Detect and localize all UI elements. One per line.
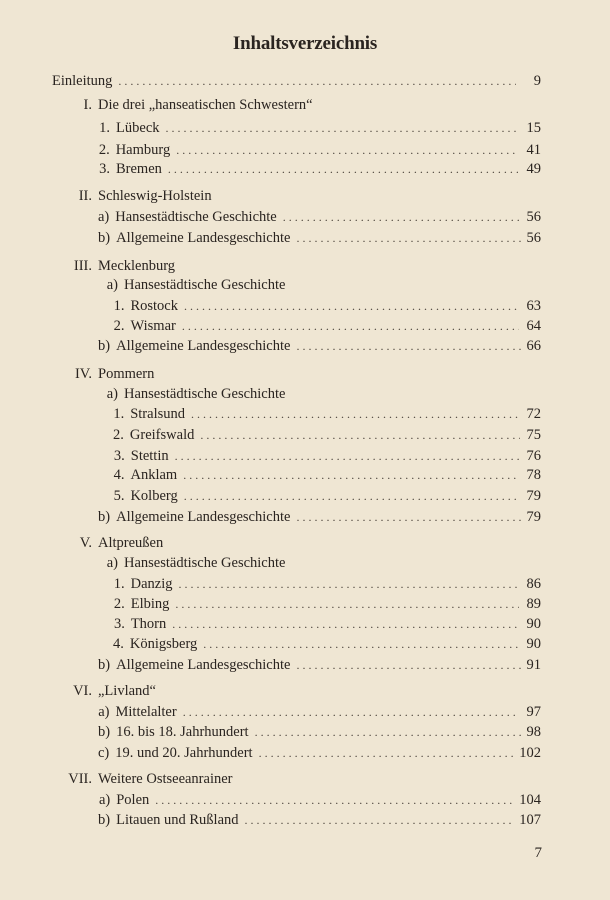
toc-entry-page: 89 — [526, 596, 541, 612]
toc-entry-number: 2. — [98, 142, 110, 158]
toc-entry-page: 75 — [526, 427, 541, 443]
toc-entry-label: Hamburg — [115, 142, 171, 158]
toc-entry-number: VII. — [68, 771, 92, 787]
toc-entry-number: 4. — [113, 636, 124, 652]
toc-entry-page: 41 — [526, 142, 541, 158]
toc-entry-number: c) — [98, 745, 110, 761]
dot-leader — [183, 465, 519, 485]
toc-entry-label: 16. bis 18. Jahrhundert — [116, 724, 249, 740]
toc-entry-number: 1. — [113, 298, 125, 314]
toc-entry — [113, 404, 541, 424]
toc-entry-page: 66 — [526, 338, 541, 354]
toc-entry-label: 19. und 20. Jahrhundert — [115, 745, 253, 761]
toc-entry-number: 1. — [99, 120, 111, 136]
toc-entry — [68, 95, 541, 115]
toc-entry-number: 3. — [113, 616, 125, 632]
toc-entry-number: b) — [98, 657, 111, 673]
dot-leader — [184, 296, 519, 316]
toc-entry-page: 79 — [526, 509, 541, 525]
toc-entry-number: a) — [98, 792, 111, 808]
toc-entry-label: Wismar — [130, 318, 176, 334]
toc-entry — [98, 743, 541, 763]
toc-entry — [98, 655, 541, 675]
toc-entry-label: Greifswald — [129, 427, 195, 443]
page-number: 7 — [534, 845, 542, 861]
toc-entry-number: a) — [106, 277, 118, 293]
dot-leader — [296, 655, 520, 675]
toc-entry-number: 5. — [113, 488, 125, 504]
toc-entry-label: Allgemeine Landesgeschichte — [116, 657, 291, 673]
toc-entry — [68, 186, 541, 206]
toc-entry-number: II. — [78, 188, 92, 204]
dot-leader — [191, 404, 519, 424]
dot-leader — [176, 140, 518, 160]
toc-entry — [98, 702, 541, 722]
toc-entry-page: 64 — [526, 318, 541, 334]
toc-entry-label: Elbing — [130, 596, 170, 612]
toc-entry-label: Anklam — [130, 467, 178, 483]
toc-entry-number: a) — [106, 555, 118, 571]
toc-entry-number: b) — [98, 724, 111, 740]
toc-entry-number: IV. — [74, 366, 92, 382]
toc-entry — [98, 275, 541, 295]
toc-entry — [98, 336, 541, 356]
toc-entry — [52, 256, 541, 276]
toc-entry-label: Stralsund — [130, 406, 185, 422]
toc-entry — [52, 71, 541, 91]
toc-entry-label: Schleswig-Holstein — [98, 188, 212, 204]
toc-entry-label: Polen — [116, 792, 150, 808]
dot-leader — [259, 743, 514, 763]
toc-entry — [98, 722, 541, 742]
toc-entry — [113, 465, 541, 485]
toc-entry — [98, 207, 541, 227]
toc-entry-label: Altpreußen — [98, 535, 164, 551]
toc-entry — [113, 574, 541, 594]
page-title: Inhaltsverzeichnis — [232, 33, 378, 54]
toc-entry-number: 3. — [99, 161, 110, 177]
toc-entry-label: Königsberg — [129, 636, 198, 652]
toc-entry — [113, 486, 541, 506]
toc-entry — [113, 316, 541, 336]
dot-leader — [255, 722, 521, 742]
toc-entry — [98, 140, 541, 160]
toc-entry-label: Pommern — [98, 366, 155, 382]
toc-entry-page: 49 — [526, 161, 541, 177]
toc-entry — [98, 790, 541, 810]
toc-entry-number: 2. — [113, 318, 125, 334]
toc-entry-label: Kolberg — [130, 488, 178, 504]
toc-entry — [113, 614, 541, 634]
toc-entry-label: Hansestädtische Geschichte — [124, 277, 286, 293]
toc-entry-label: Stettin — [130, 448, 169, 464]
dot-leader — [166, 118, 519, 138]
toc-entry-label: Lübeck — [116, 120, 160, 136]
toc-entry-page: 15 — [526, 120, 541, 136]
toc-entry-number: V. — [79, 535, 92, 551]
toc-entry — [52, 364, 541, 384]
toc-entry-number: 3. — [113, 448, 125, 464]
toc-entry-number: 1. — [113, 576, 125, 592]
dot-leader — [296, 228, 520, 248]
toc-entry-label: Mittelalter — [115, 704, 177, 720]
toc-entry — [98, 810, 541, 830]
toc-entry-label: Allgemeine Landesgeschichte — [116, 230, 291, 246]
toc-entry — [98, 553, 541, 573]
toc-entry-number: I. — [83, 97, 92, 113]
dot-leader — [175, 446, 519, 466]
toc-entry-label: Danzig — [130, 576, 173, 592]
toc-entry-page: 97 — [526, 704, 541, 720]
toc-entry — [113, 634, 541, 654]
dot-leader — [172, 614, 518, 634]
toc-entry-page: 98 — [526, 724, 541, 740]
toc-entry-number: 4. — [113, 467, 125, 483]
toc-entry-label: Allgemeine Landesgeschichte — [116, 509, 291, 525]
toc-entry — [113, 296, 541, 316]
toc-entry-number: 2. — [113, 427, 124, 443]
toc-entry-number: a) — [98, 209, 110, 225]
dot-leader — [184, 486, 519, 506]
toc-entry-number: 2. — [113, 596, 125, 612]
toc-entry — [52, 533, 541, 553]
toc-entry-label: Einleitung — [52, 73, 113, 89]
dot-leader — [168, 159, 518, 179]
toc-entry — [113, 446, 541, 466]
toc-entry-label: Hansestädtische Geschichte — [124, 386, 286, 402]
toc-entry-number: III. — [73, 258, 92, 274]
dot-leader — [175, 594, 518, 614]
toc-entry-page: 107 — [519, 812, 541, 828]
toc-entry-page: 91 — [526, 657, 541, 673]
toc-entry-number: b) — [98, 230, 111, 246]
toc-entry — [113, 594, 541, 614]
toc-entry-page: 72 — [526, 406, 541, 422]
toc-entry-label: Bremen — [115, 161, 162, 177]
toc-entry-label: Allgemeine Landesgeschichte — [116, 338, 291, 354]
toc-entry-number: a) — [98, 704, 110, 720]
toc-entry-page: 104 — [519, 792, 541, 808]
toc-entry-page: 56 — [526, 209, 541, 225]
toc-entry-page: 76 — [526, 448, 541, 464]
toc-entry-label: Die drei „hanseatischen Schwestern“ — [98, 97, 313, 113]
toc-entry-page: 90 — [526, 616, 541, 632]
toc-entry-number: VI. — [73, 683, 92, 699]
toc-entry-number: 1. — [113, 406, 125, 422]
toc-entry-label: Thorn — [130, 616, 167, 632]
dot-leader — [179, 574, 519, 594]
dot-leader — [203, 634, 520, 654]
toc-entry-number: a) — [106, 386, 118, 402]
dot-leader — [200, 425, 519, 445]
toc-entry — [98, 507, 541, 527]
toc-entry-page: 86 — [526, 576, 541, 592]
dot-leader — [296, 507, 520, 527]
toc-entry — [52, 681, 541, 701]
toc-entry — [98, 159, 541, 179]
dot-leader — [283, 207, 521, 227]
toc-entry-page: 90 — [526, 636, 541, 652]
dot-leader — [183, 702, 519, 722]
toc-entry-number: b) — [98, 812, 111, 828]
dot-leader — [118, 71, 516, 91]
toc-entry-label: „Livland“ — [98, 683, 156, 699]
toc-entry-label: Litauen und Rußland — [116, 812, 239, 828]
toc-entry-label: Hansestädtische Geschichte — [115, 209, 277, 225]
toc-entry-page: 79 — [526, 488, 541, 504]
toc-entry-label: Mecklenburg — [98, 258, 176, 274]
toc-entry-page: 78 — [526, 467, 541, 483]
toc-entry-number: b) — [98, 338, 111, 354]
toc-entry — [98, 228, 541, 248]
toc-entry — [98, 384, 541, 404]
dot-leader — [182, 316, 519, 336]
dot-leader — [155, 790, 513, 810]
toc-entry — [113, 425, 541, 445]
toc-entry — [52, 769, 541, 789]
toc-entry-page: 102 — [519, 745, 541, 761]
toc-entry-page: 9 — [533, 73, 541, 89]
dot-leader — [245, 810, 514, 830]
toc-entry-label: Rostock — [130, 298, 178, 314]
toc-entry-page: 56 — [526, 230, 541, 246]
toc-entry — [98, 118, 541, 138]
toc-entry-page: 63 — [526, 298, 541, 314]
toc-entry-number: b) — [98, 509, 111, 525]
dot-leader — [296, 336, 520, 356]
toc-entry-label: Weitere Ostseeanrainer — [98, 771, 233, 787]
toc-entry-label: Hansestädtische Geschichte — [124, 555, 286, 571]
